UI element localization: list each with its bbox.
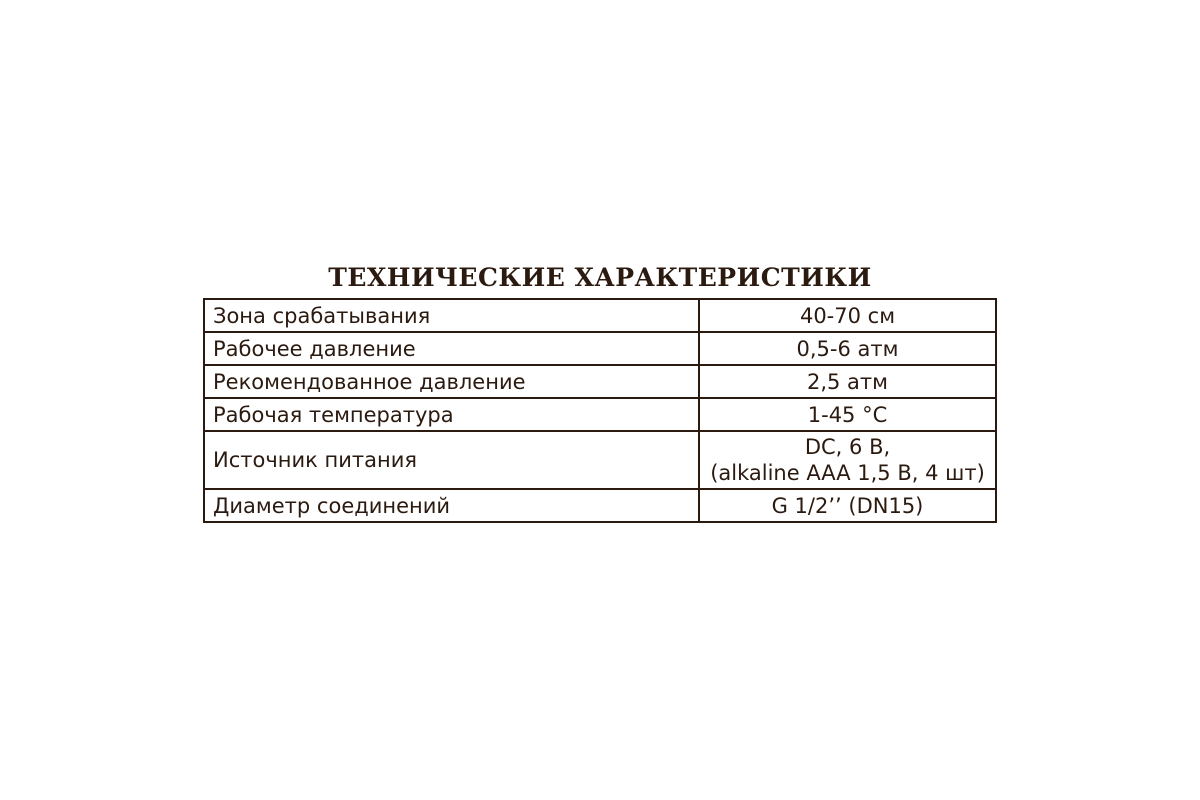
param-value-line: G 1/2’’ (DN15) bbox=[771, 493, 924, 518]
table-row bbox=[204, 431, 996, 489]
table-row bbox=[204, 398, 996, 431]
param-name: Источник питания bbox=[204, 431, 699, 489]
param-value bbox=[699, 398, 996, 431]
param-name: Диаметр соединений bbox=[204, 489, 699, 522]
specifications-title: ТЕХНИЧЕСКИЕ ХАРАКТЕРИСТИКИ bbox=[328, 263, 872, 292]
param-value bbox=[699, 431, 996, 489]
table-row bbox=[204, 489, 996, 522]
param-value bbox=[699, 299, 996, 332]
table-row bbox=[204, 332, 996, 365]
param-name: Рекомендованное давление bbox=[204, 365, 699, 398]
param-name: Рабочая температура bbox=[204, 398, 699, 431]
param-value-line: DC, 6 В, bbox=[804, 435, 891, 459]
param-value-line: 2,5 атм bbox=[806, 369, 889, 394]
table-row bbox=[204, 365, 996, 398]
specifications-block bbox=[203, 262, 997, 523]
param-value-line: 40-70 см bbox=[799, 303, 896, 328]
param-name: Зона срабатывания bbox=[204, 299, 699, 332]
param-value bbox=[699, 332, 996, 365]
specifications-table bbox=[203, 298, 997, 523]
param-value bbox=[699, 489, 996, 522]
table-row bbox=[204, 299, 996, 332]
param-value bbox=[699, 365, 996, 398]
param-name: Рабочее давление bbox=[204, 332, 699, 365]
param-value-line: 1-45 °С bbox=[807, 402, 888, 427]
param-value-line: 0,5-6 атм bbox=[796, 336, 899, 361]
param-value-line: (alkaline AAA 1,5 В, 4 шт) bbox=[710, 461, 985, 485]
